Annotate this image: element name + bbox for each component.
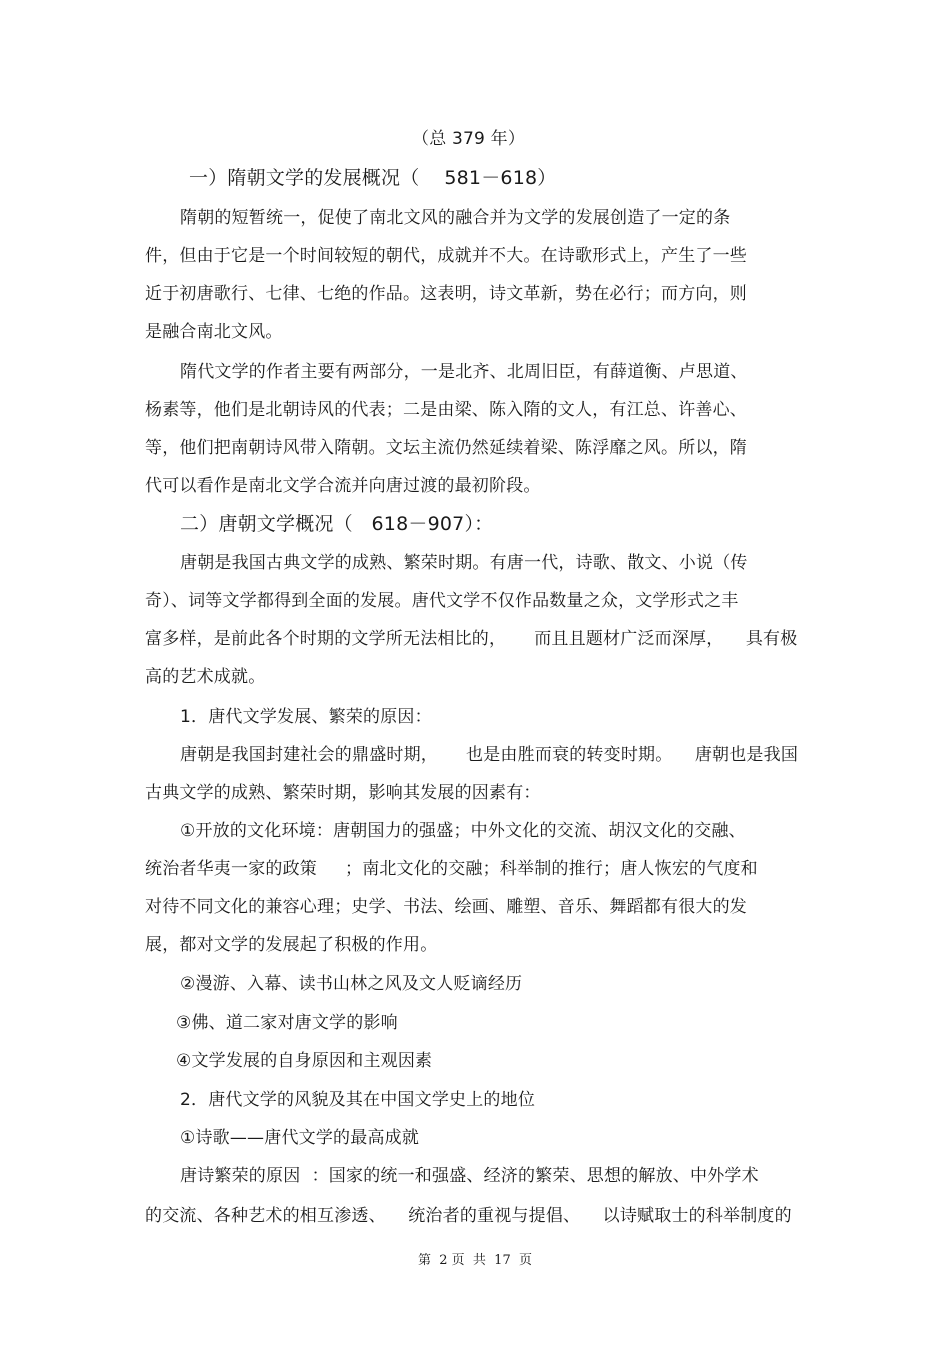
item-1-paragraph-line-2: 古典文学的成熟、繁荣时期，影响其发展的因素有： xyxy=(145,783,541,803)
sui-paragraph-2-line-4: 代可以看作是南北文学合流并向唐过渡的最初阶段。 xyxy=(145,476,541,496)
sui-paragraph-1-line-4: 是融合南北文风。 xyxy=(145,322,283,342)
factor-1-line-4: 展，都对文学的发展起了积极的作用。 xyxy=(145,935,438,955)
tang-paragraph-1-line-3: 富多样，是前此各个时期的文学所无法相比的， 而且且题材广泛而深厚， 具有极 xyxy=(145,629,798,649)
sui-paragraph-1-line-3: 近于初唐歌行、七律、七绝的作品。这表明，诗文革新，势在必行；而方向，则 xyxy=(145,284,747,304)
sui-paragraph-2-line-3: 等，他们把南朝诗风带入隋朝。文坛主流仍然延续着梁、陈浮靡之风。所以，隋 xyxy=(145,438,747,458)
factor-1-line-3: 对待不同文化的兼容心理；史学、书法、绘画、雕塑、音乐、舞蹈都有很大的发 xyxy=(145,897,747,917)
item-2-title: 2．唐代文学的风貌及其在中国文学史上的地位 xyxy=(180,1090,536,1110)
sui-paragraph-1-line-1: 隋朝的短暂统一，促使了南北文风的融合并为文学的发展创造了一定的条 xyxy=(180,208,731,228)
factor-4: ④文学发展的自身原因和主观因素 xyxy=(176,1051,433,1071)
factor-2: ②漫游、入幕、读书山林之风及文人贬谪经历 xyxy=(180,974,523,994)
factor-3: ③佛、道二家对唐文学的影响 xyxy=(176,1013,398,1033)
page-number-footer: 第 2 页 共 17 页 xyxy=(417,1253,532,1268)
total-years-subtitle: （总 379 年） xyxy=(412,129,526,149)
section-heading-tang: 二）唐朝文学概况（ 618－907）： xyxy=(180,513,494,535)
factor-1-line-2: 统治者华夷一家的政策 ；南北文化的交融；科举制的推行；唐人恢宏的气度和 xyxy=(145,859,758,879)
section-heading-sui: 一）隋朝文学的发展概况（ 581－618） xyxy=(189,167,557,189)
item-1-paragraph-line-1: 唐朝是我国封建社会的鼎盛时期， 也是由胜而衰的转变时期。 唐朝也是我国 xyxy=(180,745,799,765)
sui-paragraph-1-line-2: 件，但由于它是一个时间较短的朝代，成就并不大。在诗歌形式上，产生了一些 xyxy=(145,246,747,266)
item-1-title: 1．唐代文学发展、繁荣的原因： xyxy=(180,707,432,727)
factor-1-line-1: ①开放的文化环境：唐朝国力的强盛；中外文化的交流、胡汉文化的交融、 xyxy=(180,821,746,841)
poetry-paragraph-line-1: 唐诗繁荣的原因 ：国家的统一和强盛、经济的繁荣、思想的解放、中外学术 xyxy=(180,1166,759,1186)
tang-paragraph-1-line-4: 高的艺术成就。 xyxy=(145,667,266,687)
poetry-title: ①诗歌——唐代文学的最高成就 xyxy=(180,1128,420,1148)
poetry-paragraph-line-2: 的交流、各种艺术的相互渗透、 统治者的重视与提倡、 以诗赋取士的科举制度的 xyxy=(145,1206,792,1226)
sui-paragraph-2-line-1: 隋代文学的作者主要有两部分，一是北齐、北周旧臣，有薛道衡、卢思道、 xyxy=(180,362,748,382)
tang-paragraph-1-line-2: 奇）、词等文学都得到全面的发展。唐代文学不仅作品数量之众，文学形式之丰 xyxy=(145,591,739,611)
sui-paragraph-2-line-2: 杨素等，他们是北朝诗风的代表；二是由梁、陈入隋的文人，有江总、许善心、 xyxy=(145,400,747,420)
tang-paragraph-1-line-1: 唐朝是我国古典文学的成熟、繁荣时期。有唐一代，诗歌、散文、小说（传 xyxy=(180,553,748,573)
